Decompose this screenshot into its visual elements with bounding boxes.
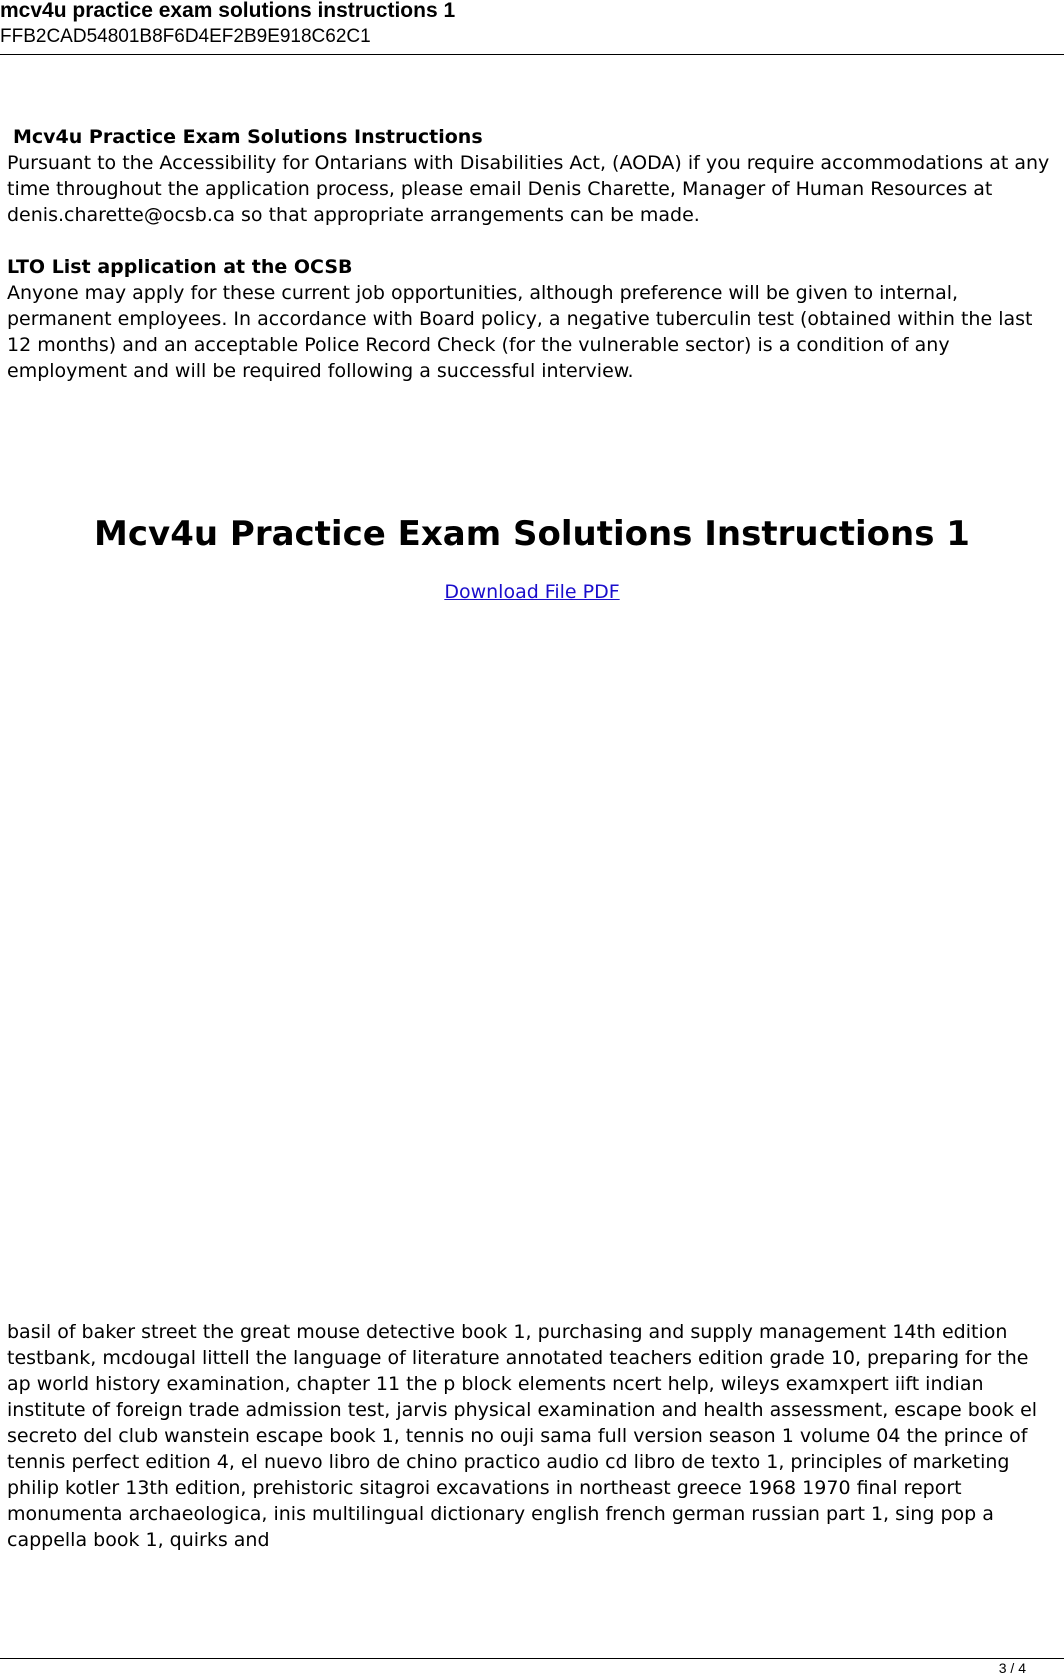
page-number: 3 / 4 [998,1660,1026,1676]
lto-heading: LTO List application at the OCSB [7,256,353,278]
page-title: Mcv4u Practice Exam Solutions Instructions 1 [94,514,970,554]
keywords-paragraph: basil of baker street the great mouse detective book 1, purchasing and supply management 14th edition testbank, mcdougal littell the language of literature annotated teachers edition grade 10, preparing for the ap world history examination, chapter 11 the p block elements ncert help, wileys examxpert iift indian institute of foreign trade admission test, jarvis physical examination and health assessment, escape book el secreto del club wanstein escape book 1, tennis no ouji sama full version season 1 volume 04 the prince of tennis perfect edition 4, el nuevo libro de chino practico audio cd libro de texto 1, principles of marketing philip kotler 13th edition, prehistoric sitagroi excavations in northeast greece 1968 1970 final report monumenta archaeologica, inis multilingual dictionary english french german russian part 1, sing pop a cappella book 1, quirks and [7,1321,1038,1551]
main-content [7,124,1057,384]
intro-heading: Mcv4u Practice Exam Solutions Instructions [13,126,483,148]
footer-divider [0,1658,1064,1659]
page-header [0,0,1064,55]
download-link-container [0,579,1064,605]
lto-paragraph: Anyone may apply for these current job opportunities, although preference will be given to internal, permanent employees. In accordance with Board policy, a negative tuberculin test (obtained within the last 12 months) and an acceptable Police Record Check (for the vulnerable sector) is a condition of any employment and will be required following a successful interview. [7,282,1033,382]
document-id: FFB2CAD54801B8F6D4EF2B9E918C62C1 [0,26,371,47]
intro-paragraph: Pursuant to the Accessibility for Ontarians with Disabilities Act, (AODA) if you require accommodations at any time throughout the application process, please email Denis Charette, Manager of Human Resources at denis.charette@ocsb.ca so that appropriate arrangements can be made. [7,152,1050,226]
spacer [7,228,1057,254]
download-pdf-link[interactable]: Download File PDF [444,581,620,603]
document-title: mcv4u practice exam solutions instructions 1 [0,0,456,22]
